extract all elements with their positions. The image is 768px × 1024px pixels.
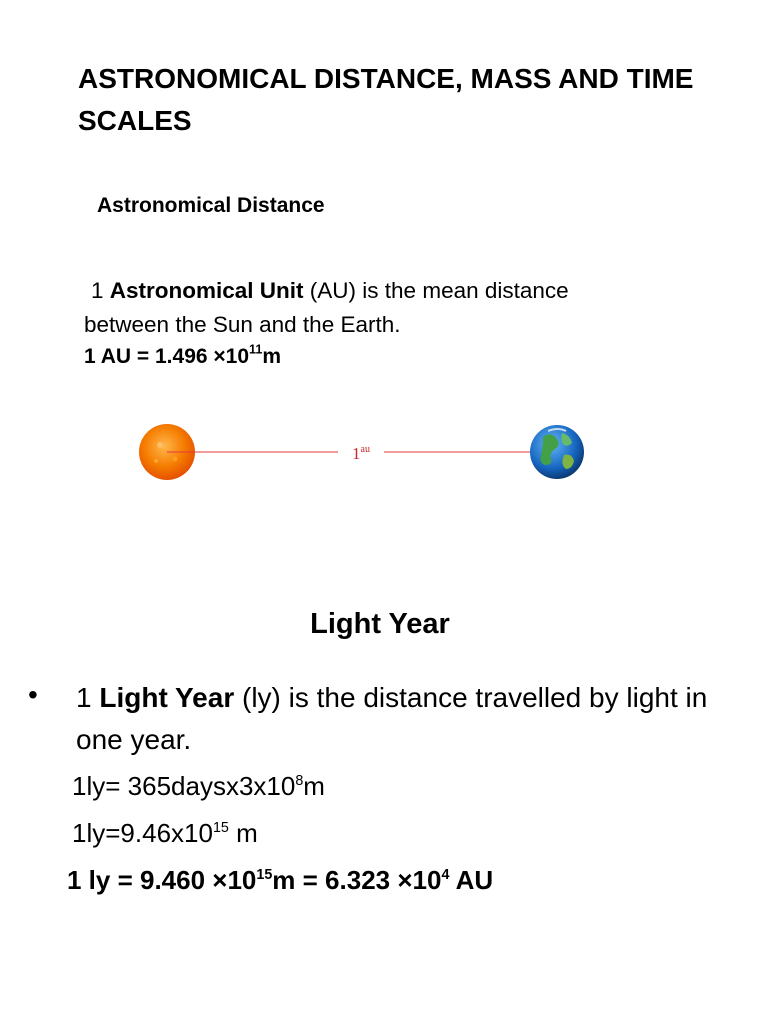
- earth-icon: [530, 425, 584, 479]
- ly-definition-prefix: 1: [76, 682, 100, 713]
- ly-eq1-main: 1ly= 365daysx3x10: [72, 771, 296, 801]
- ly-equation-1: [72, 771, 325, 802]
- ly-definition-term: Light Year: [99, 682, 235, 713]
- ly-final-equation: [67, 865, 493, 896]
- astronomical-distance-heading: Astronomical Distance: [97, 194, 325, 217]
- ly-eq1-unit: m: [303, 771, 325, 801]
- ly-final-part-c: AU: [449, 865, 494, 895]
- ly-final-part-a: 1 ly = 9.460 ×10: [67, 865, 257, 895]
- au-definition-line2: between the Sun and the Earth.: [84, 312, 401, 337]
- distance-label: $1^{au}$: [352, 444, 370, 463]
- au-formula: [84, 342, 282, 369]
- ly-eq1-exponent: 8: [295, 773, 304, 789]
- ly-eq2-exponent: 15: [212, 820, 229, 836]
- ly-final-exponent-1: 15: [256, 867, 273, 883]
- au-formula-exponent: 11: [249, 342, 263, 357]
- ly-eq2-unit: m: [228, 818, 258, 848]
- au-formula-main: 1 AU = 1.496 ×10: [84, 345, 250, 368]
- page-title: ASTRONOMICAL DISTANCE, MASS AND TIME SCALES: [78, 63, 694, 136]
- au-definition: [84, 274, 684, 342]
- ly-final-exponent-2: 4: [441, 867, 450, 883]
- sun-earth-diagram: [130, 415, 600, 490]
- ly-equation-2: [72, 818, 258, 849]
- au-definition-term: Astronomical Unit: [109, 278, 304, 303]
- au-definition-rest: (AU) is the mean distance: [303, 278, 569, 303]
- ly-eq2-main: 1ly=9.46x10: [72, 818, 213, 848]
- light-year-definition: [76, 677, 716, 761]
- bullet-marker: •: [28, 679, 38, 710]
- au-formula-unit: m: [262, 345, 282, 368]
- light-year-heading: Light Year: [310, 608, 450, 640]
- ly-final-part-b: m = 6.323 ×10: [272, 865, 442, 895]
- au-definition-prefix: 1: [91, 278, 110, 303]
- ly-definition-rest: (ly) is the distance travelled by light in one year.: [76, 682, 708, 755]
